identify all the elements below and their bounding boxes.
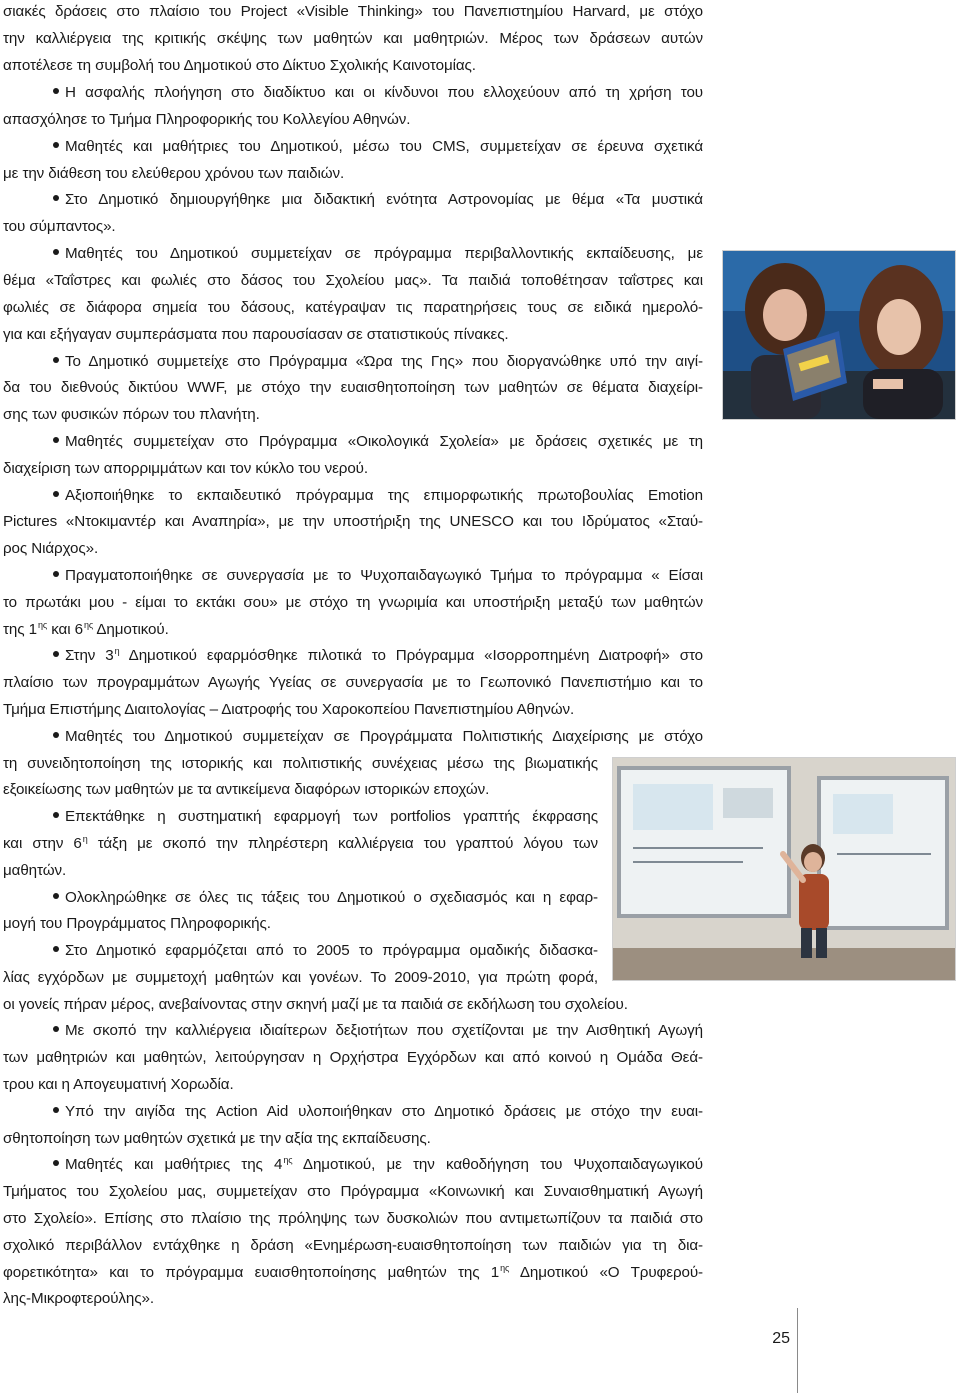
bullet-item-first-line: Μαθητές του Δημοτικού συμμετείχαν σε Προγράμματα Πολιτιστικής Διαχείρισης με στόχο [3, 727, 703, 747]
text-line: διαχείριση των απορριμμάτων και τον κύκλο του νερού. [3, 460, 368, 477]
bullet-icon [53, 1107, 59, 1113]
bullet-icon [53, 1160, 59, 1166]
text-line: οι γονείς πήραν μέρος, ανεβαίνοντας στην σκηνή μαζί με τα παιδιά σε εκδήλωση του σχολείου. [3, 996, 628, 1013]
text-line: των μαθητριών και μαθητών, λειτούργησαν η Ορχήστρα Εγχόρδων και από κοινού η Ομάδα Θεά- [3, 1049, 703, 1066]
text-line: θέμα «Ταΐστρες και φωλιές στο δάσος του Σχολείου μας». Τα παιδιά τοποθέτησαν ταΐστρες και [3, 272, 703, 289]
text-line: σθητοποίηση των μαθητών σχετικά με την αξία της εκπαίδευσης. [3, 1130, 431, 1147]
bullet-icon [53, 1026, 59, 1032]
bullet-item-first-line: Αξιοποιήθηκε το εκπαιδευτικό πρόγραμμα της επιμορφωτικής πρωτοβουλίας Emotion [3, 486, 703, 506]
bullet-item-first-line: Στην $3^\eta$ Δημοτικού εφαρμόσθηκε πιλοτικά το Πρόγραμμα «Ισορροπημένη Διατροφή» στο [3, 646, 703, 666]
text-line: του σύμπαντος». [3, 218, 116, 235]
bullet-item-first-line: Στο Δημοτικό δημιουργήθηκε μια διδακτική ενότητα Αστρονομίας με θέμα «Τα μυστικά [3, 190, 703, 210]
bullet-item-first-line: Μαθητές του Δημοτικού συμμετείχαν σε πρόγραμμα περιβαλλοντικής εκπαίδευσης, με [3, 244, 703, 264]
bullet-item-first-line: Μαθητές και μαθήτριες της $4^{\eta\varsigma}$ Δημοτικού, με την καθοδήγηση του Ψυχοπαιδαγωγικού [3, 1155, 703, 1175]
bullet-item-first-line: Με σκοπό την καλλιέργεια ιδιαίτερων δεξιοτήτων που σχετίζονται με την Αισθητική Αγωγή [3, 1021, 703, 1041]
bullet-icon [53, 946, 59, 952]
text-line: σιακές δράσεις στο πλαίσιο του Project «Visible Thinking» του Πανεπιστημίου Harvard, με στόχο [3, 3, 703, 20]
text-line: το πρωτάκι μου - είμαι το εκτάκι σου» με στόχο τη γνωριμία και υποστήριξη μεταξύ των μαθητών [3, 594, 703, 611]
page-number-divider [797, 1308, 798, 1393]
bullet-icon [53, 651, 59, 657]
text-line: λίας εγχόρδων με συμμετοχή μαθητών και γονέων. Το 2009-2010, για πρώτη φορά, [3, 969, 598, 986]
text-line: την καλλιέργεια της κριτικής σκέψης των μαθητών και μαθητριών. Μέρος των δράσεων αυτών [3, 30, 703, 47]
bullet-icon [53, 812, 59, 818]
text-line: εξοικείωσης των μαθητών με τα αντικείμενα διαφόρων ιστορικών εποχών. [3, 781, 490, 798]
text-line: λης-Μικροφτερούλης». [3, 1290, 154, 1307]
text-line: σχολικό περιβάλλον εντάχθηκε η δράση «Ενημέρωση-ευαισθητοποίηση των παιδιών για τη δια- [3, 1237, 703, 1254]
text-line: φωλιές σε διάφορα σημεία του δάσους, κατέγραψαν τις παρατηρήσεις τους σε ειδικά ημερολό- [3, 299, 703, 316]
bullet-item-first-line: Το Δημοτικό συμμετείχε στο Πρόγραμμα «Ώρα της Γης» που διοργανώθηκε υπό την αιγί- [3, 352, 703, 372]
text-line: τη συνειδητοποίηση της ιστορικής και πολιτιστικής συνέχειας μέσω της βιωματικής [3, 755, 598, 772]
text-line: στο Σχολείο». Επίσης στο πλαίσιο της πρόληψης των δυσκολιών που αντιμετωπίζουν τα παιδιά στο [3, 1210, 703, 1227]
text-line: Pictures «Ντοκιμαντέρ και Αναπηρία», με την υποστήριξη της UNESCO και του Ιδρύματος «Σταύ- [3, 513, 703, 530]
text-line: Τμήμα Επιστήμης Διαιτολογίας – Διατροφής του Χαροκοπείου Πανεπιστημίου Αθηνών. [3, 701, 575, 718]
bullet-item-first-line: Επεκτάθηκε η συστηματική εφαρμογή των portfolios γραπτής έκφρασης [3, 807, 598, 827]
text-line: και στην $6^\eta$ τάξη με σκοπό την πληρέστερη καλλιέργεια του γραπτού λόγου των [3, 834, 598, 852]
bullet-item-first-line: Πραγματοποιήθηκε σε συνεργασία με το Ψυχοπαιδαγωγικό Τμήμα το πρόγραμμα « Είσαι [3, 566, 703, 586]
bullet-icon [53, 437, 59, 443]
text-line: απασχόλησε το Τμήμα Πληροφορικής του Κολλεγίου Αθηνών. [3, 111, 411, 128]
text-line: μογή του Προγράμματος Πληροφορικής. [3, 915, 271, 932]
text-line: για και εξήγαγαν συμπεράσματα που παρουσίασαν σε στατιστικούς πίνακες. [3, 326, 509, 343]
bullet-icon [53, 357, 59, 363]
text-line: μαθητών. [3, 862, 67, 879]
text-line: Τμήματος του Σχολείου μας, συμμετείχαν στο Πρόγραμμα «Κοινωνική και Συναισθηματική Αγωγή [3, 1183, 703, 1200]
text-line: σης των φυσικών πόρων του πλανήτη. [3, 406, 260, 423]
text-line: δα του διεθνούς δικτύου WWF, με στόχο την ευαισθητοποίηση των μαθητών σε θέματα διαχείρι- [3, 379, 703, 396]
bullet-icon [53, 249, 59, 255]
bullet-item-first-line: Η ασφαλής πλοήγηση στο διαδίκτυο και οι κίνδυνοι που ελλοχεύουν από τη χρήση του [3, 83, 703, 103]
text-line: με την διάθεση του ελεύθερου χρόνου των παιδιών. [3, 165, 345, 182]
bullet-item-first-line: Μαθητές συμμετείχαν στο Πρόγραμμα «Οικολογικά Σχολεία» με δράσεις σχετικές με τη [3, 432, 703, 452]
text-line: αποτέλεσε τη συμβολή του Δημοτικού στο Δίκτυο Σχολικής Καινοτομίας. [3, 57, 476, 74]
bullet-item-first-line: Υπό την αιγίδα της Action Aid υλοποιήθηκαν στο Δημοτικό δράσεις με στόχο την ευαι- [3, 1102, 703, 1122]
bullet-icon [53, 491, 59, 497]
bullet-item-first-line: Στο Δημοτικό εφαρμόζεται από το 2005 το πρόγραμμα ομαδικής διδασκα- [3, 941, 598, 961]
bullet-item-first-line: Μαθητές και μαθήτριες του Δημοτικού, μέσω του CMS, συμμετείχαν σε έρευνα σχετικά [3, 137, 703, 157]
bullet-icon [53, 732, 59, 738]
text-line: ρος Νιάρχος». [3, 540, 99, 557]
bullet-icon [53, 571, 59, 577]
text-line: τρου και η Απογευματινή Χορωδία. [3, 1076, 234, 1093]
classroom-whiteboard-photo [612, 757, 956, 981]
bullet-icon [53, 88, 59, 94]
text-line: πλαίσιο των προγραμμάτων Αγωγής Υγείας σε συνεργασία με το Γεωπονικό Πανεπιστήμιο και το [3, 674, 703, 691]
two-girls-reading-photo [722, 250, 956, 420]
bullet-icon [53, 142, 59, 148]
text-line: της $1^{\eta\varsigma}$ και $6^{\eta\varsigma}$ Δημοτικού. [3, 620, 169, 638]
bullet-item-first-line: Ολοκληρώθηκε σε όλες τις τάξεις του Δημοτικού ο σχεδιασμός και η εφαρ- [3, 888, 598, 908]
bullet-icon [53, 195, 59, 201]
text-line: φορετικότητα» και το πρόγραμμα ευαισθητοποίησης μαθητών της $1^{\eta\varsigma}$ Δημοτικού «Ο Τρυφερού- [3, 1263, 703, 1281]
page-number: 25 [772, 1330, 790, 1347]
bullet-icon [53, 893, 59, 899]
